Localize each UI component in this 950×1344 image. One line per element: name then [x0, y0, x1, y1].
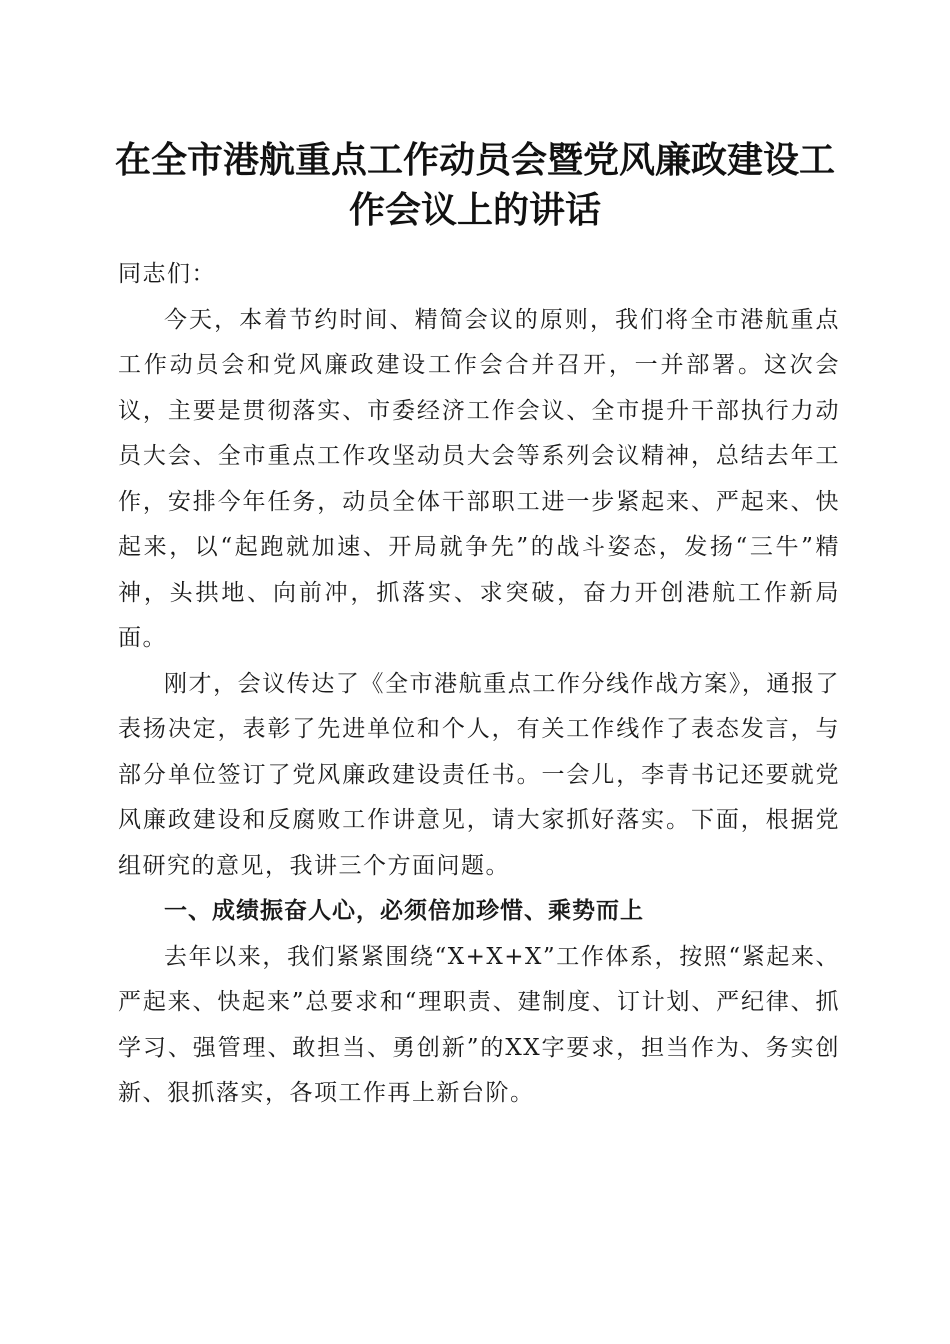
paragraph-opening: 今天，本着节约时间、精简会议的原则，我们将全市港航重点工作动员会和党风廉政建设工作会合并召开，一并部署。这次会议，主要是贯彻落实、市委经济工作会议、全市提升干部执行力动员大会、全市重点工作攻坚动员大会等系列会议精神，总结去年工作，安排今年任务，动员全体干部职工进一步紧起来、严起来、快起来，以“起跑就加速、开局就争先”的战斗姿态，发扬“三牛”精神，头拱地、向前冲，抓落实、求突破，奋力开创港航工作新局面。: [118, 306, 840, 651]
salutation: 同志们：: [118, 261, 216, 287]
paragraph-section-one: 去年以来，我们紧紧围绕“X+X+X”工作体系，按照“紧起来、严起来、快起来”总要求和“理职责、建制度、订计划、严纪律、抓学习、强管理、敢担当、勇创新”的XX字要求，担当作为、务实创新、狠抓落实，各项工作再上新台阶。: [118, 943, 840, 1106]
paragraph-meeting-recap: 刚才，会议传达了《全市港航重点工作分线作战方案》，通报了表扬决定，表彰了先进单位和个人，有关工作线作了表态发言，与部分单位签订了党风廉政建设责任书。一会儿，李青书记还要就党风廉政建设和反腐败工作讲意见，请大家抓好落实。下面，根据党组研究的意见，我讲三个方面问题。: [118, 670, 840, 879]
section-heading: 一、成绩振奋人心，必须倍加珍惜、乘势而上: [164, 898, 644, 924]
document-title: 在全市港航重点工作动员会暨党风廉政建设工作会议上的讲话: [114, 139, 835, 231]
document-body: [118, 252, 840, 1117]
